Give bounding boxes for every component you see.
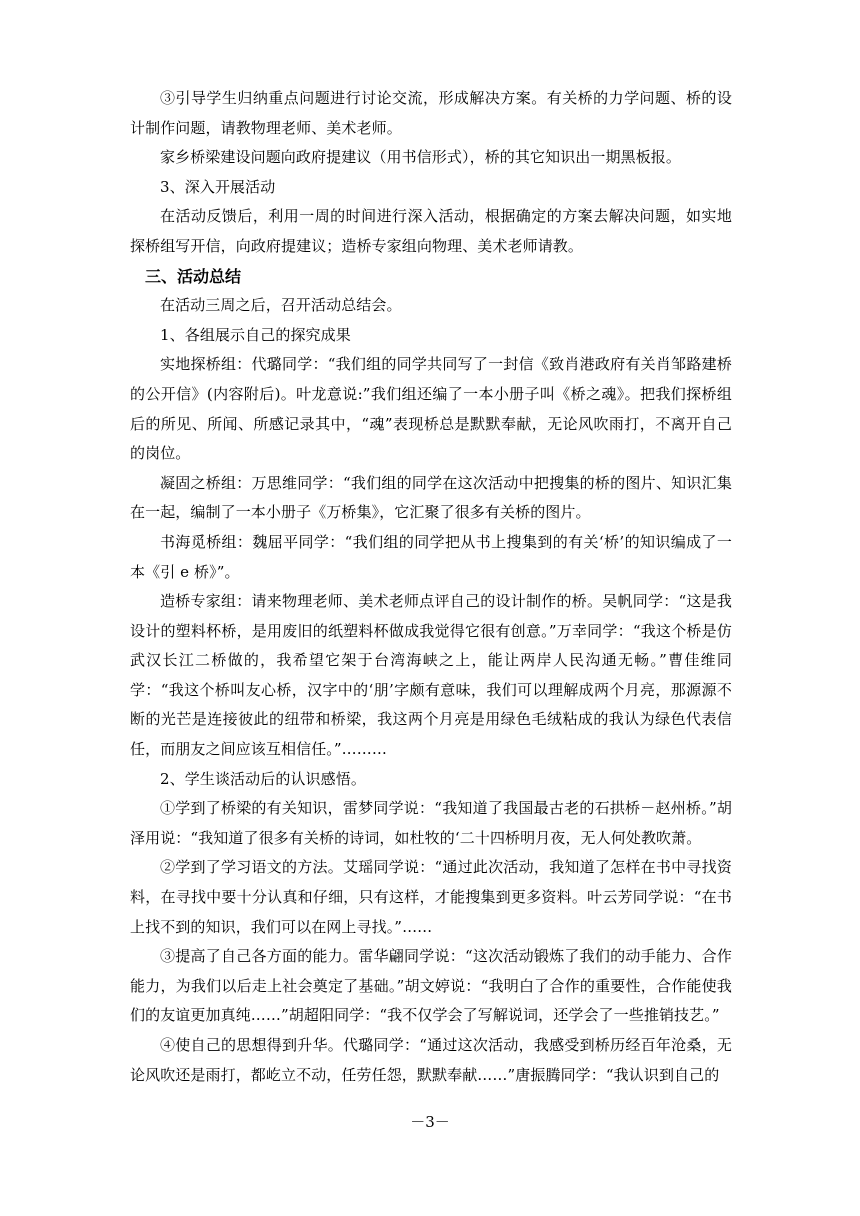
paragraph-frozen-bridge-group: 凝固之桥组：万思维同学：“我们组的同学在这次活动中把搜集的桥的图片、知识汇集在一起，编制了一本小册子《万桥集》，它汇聚了很多有关桥的图片。 — [130, 473, 732, 522]
section-heading-summary: 三、活动总结 — [145, 266, 242, 286]
paragraph-results-title: 1、各组展示自己的探究成果 — [160, 325, 351, 344]
paragraph-deepen-activity: 在活动反馈后，利用一周的时间进行深入活动，根据确定的方案去解决问题，如实地探桥组写开信，向政府提建议；造桥专家组向物理、美术老师请教。 — [130, 207, 732, 255]
paragraph-reflection-4: ④使自己的思想得到升华。代璐同学：“通过这次活动，我感受到桥历经百年沧桑，无论风吹还是雨打，都屹立不动，任劳任怨，默默奉献……”唐振腾同学：“我认识到自己的 — [130, 1036, 732, 1084]
paragraph-summary-meeting: 在活动三周之后，召开活动总结会。 — [160, 296, 402, 315]
paragraph-deepen-activity-title: 3、深入开展活动 — [160, 177, 276, 196]
paragraph-bridge-builder-group: 造桥专家组：请来物理老师、美术老师点评自己的设计制作的桥。吴帆同学：“这是我设计的塑料杯桥，是用废旧的纸塑料杯做成我觉得它很有创意。”万幸同学：“我这个桥是仿武汉长江二桥做的，我希望它架于台湾海峡之上，能让两岸人民沟通无畅。”曹佳维同学：“我这个桥叫友心桥，汉字中的‘朋’字颇有意味，我们可以理解成两个月亮，那源源不断的光芒是连接彼此的纽带和桥梁，我这两个月亮是用绿色毛绒粘成的我认为绿色代表信任，而朋友之间应该互相信任。”……… — [130, 592, 732, 759]
paragraph-reflection-2: ②学到了学习语文的方法。艾瑶同学说：“通过此次活动，我知道了怎样在书中寻找资料，在寻找中要十分认真和仔细，只有这样，才能搜集到更多资料。叶云芳同学说：“在书上找不到的知识，我们可以在网上寻找。”…… — [130, 858, 732, 936]
paragraph-reflection-3: ③提高了自己各方面的能力。雷华翩同学说：“这次活动锻炼了我们的动手能力、合作能力，为我们以后走上社会奠定了基础。”胡文婷说：“我明白了合作的重要性，合作能使我们的友谊更加真纯……”胡超阳同学：“我不仅学会了写解说词，还学会了一些推销技艺。” — [130, 947, 732, 1025]
paragraph-reflections-title: 2、学生谈活动后的认识感悟。 — [160, 769, 366, 788]
document-body — [130, 84, 732, 1090]
paragraph-book-bridge-group: 书海觅桥组：魏屈平同学：“我们组的同学把从书上搜集到的有关‘桥’的知识编成了一本《引 e 桥》”。 — [130, 532, 732, 581]
paragraph-proposal: 家乡桥梁建设问题向政府提建议（用书信形式），桥的其它知识出一期黑板报。 — [160, 148, 682, 167]
page-number: －3－ — [410, 1113, 450, 1131]
paragraph-guide-discussion: ③引导学生归纳重点问题进行讨论交流，形成解决方案。有关桥的力学问题、桥的设计制作问题，请教物理老师、美术老师。 — [130, 89, 732, 137]
paragraph-field-bridge-group: 实地探桥组：代璐同学：“我们组的同学共同写了一封信《致肖港政府有关肖邹路建桥的公开信》(内容附后)。叶龙意说:”我们组还编了一本小册子叫《桥之魂》。把我们探桥组后的所见、所闻、所感记录其中，“魂”表现桥总是默默奉献，无论风吹雨打，不离开自己的岗位。 — [130, 355, 732, 463]
paragraph-reflection-1: ①学到了桥梁的有关知识，雷梦同学说：“我知道了我国最古老的石拱桥－赵州桥。”胡泽用说：“我知道了很多有关桥的诗词，如杜牧的‘二十四桥明月夜，无人何处教吹萧。 — [130, 799, 732, 847]
